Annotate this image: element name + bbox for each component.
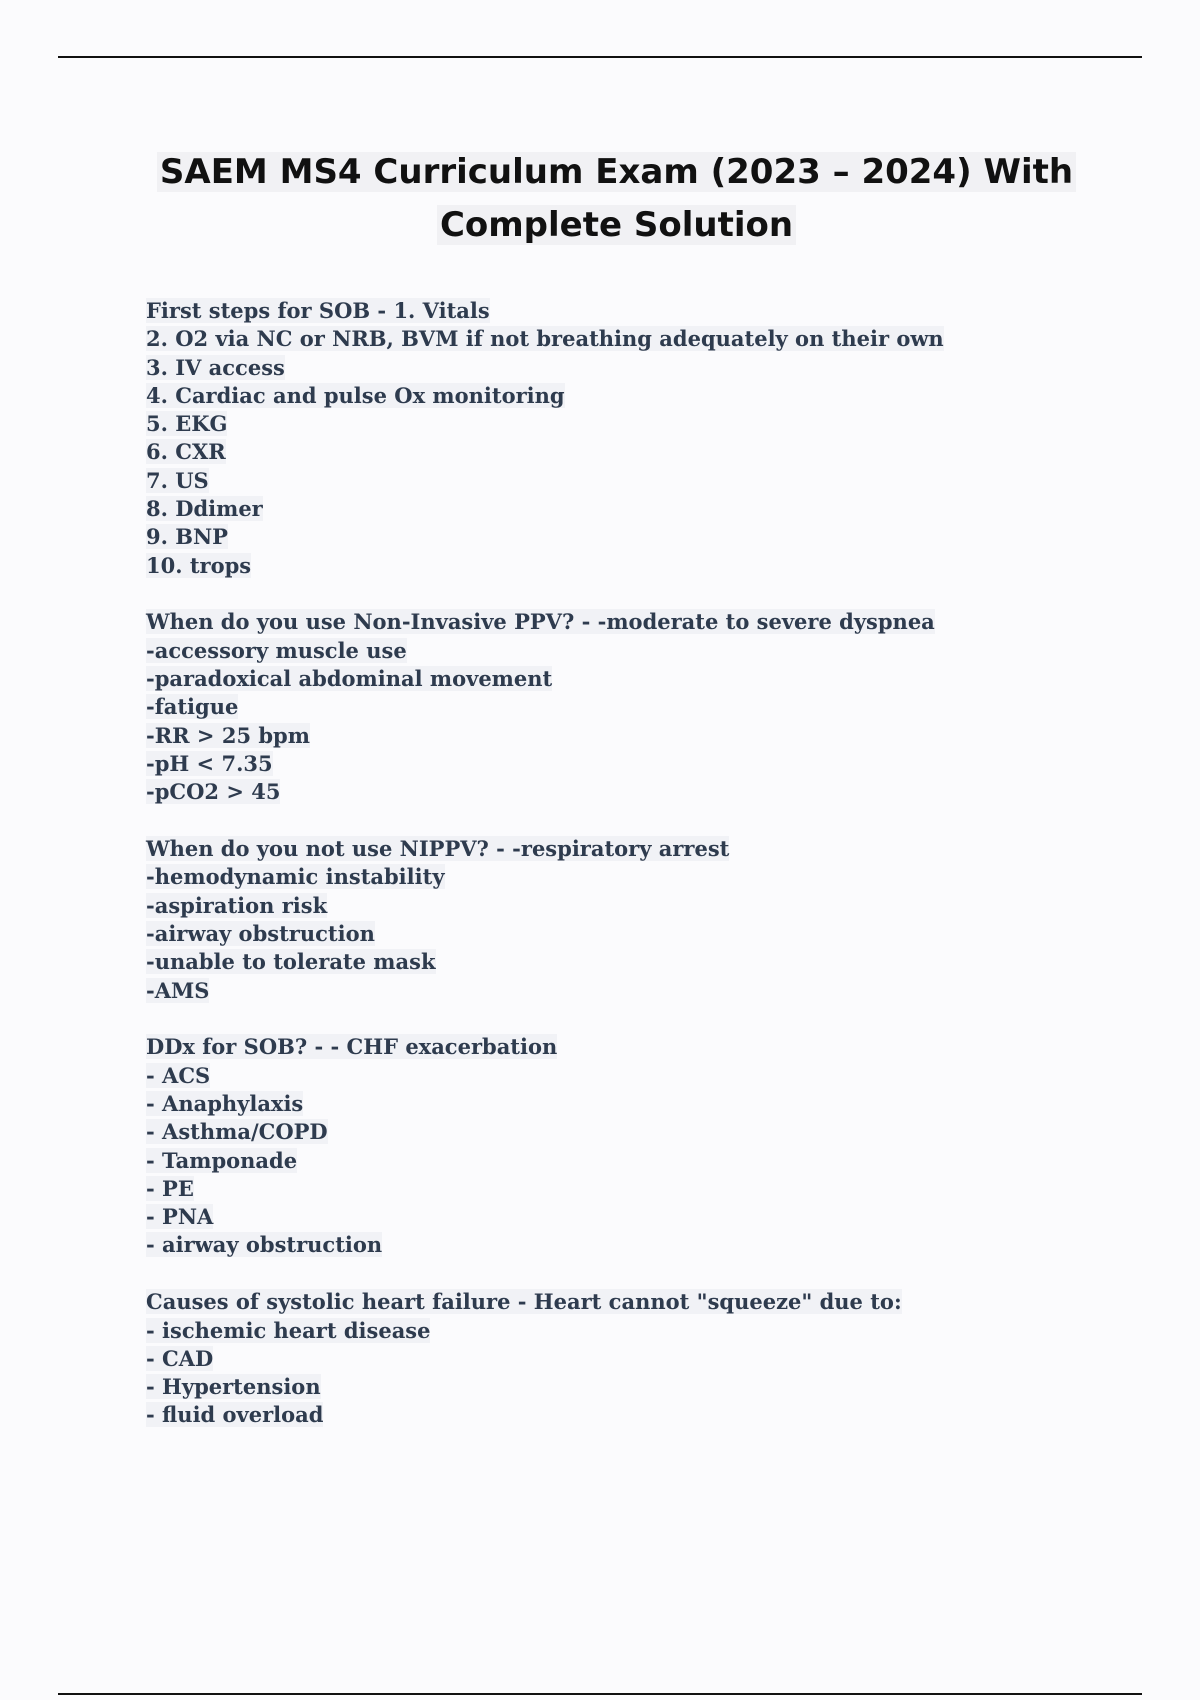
qa-line: - fluid overload xyxy=(146,1402,324,1428)
qa-content xyxy=(146,297,1146,1458)
top-rule xyxy=(58,56,1142,58)
qa-line: -aspiration risk xyxy=(146,892,328,918)
qa-line: - ACS xyxy=(146,1062,211,1088)
title-line-1: SAEM MS4 Curriculum Exam (2023 – 2024) With xyxy=(157,152,1076,192)
qa-line: -AMS xyxy=(146,977,210,1003)
qa-line: -fatigue xyxy=(146,694,239,720)
qa-line: -hemodynamic instability xyxy=(146,864,445,890)
qa-line: - Hypertension xyxy=(146,1374,321,1400)
qa-line: -pCO2 > 45 xyxy=(146,779,281,805)
qa-line: - PNA xyxy=(146,1204,214,1230)
bottom-rule xyxy=(58,1693,1142,1695)
qa-line: 5. EKG xyxy=(146,411,228,437)
qa-line: 10. trops xyxy=(146,552,252,578)
qa-line: When do you not use NIPPV? - -respiratory arrest xyxy=(146,836,730,862)
qa-line: -airway obstruction xyxy=(146,920,375,946)
qa-block-ddx-sob xyxy=(146,1033,1146,1259)
qa-line: - Asthma/COPD xyxy=(146,1119,328,1145)
qa-line: First steps for SOB - 1. Vitals xyxy=(146,298,490,323)
qa-line: -pH < 7.35 xyxy=(146,750,273,776)
qa-line: - CAD xyxy=(146,1345,214,1371)
title-line-2: Complete Solution xyxy=(437,205,796,245)
qa-line: -RR > 25 bpm xyxy=(146,722,310,748)
qa-block-systolic-hf xyxy=(146,1288,1146,1429)
qa-line: -paradoxical abdominal movement xyxy=(146,666,553,692)
qa-line: - ischemic heart disease xyxy=(146,1317,431,1343)
qa-line: DDx for SOB? - - CHF exacerbation xyxy=(146,1034,558,1060)
qa-line: When do you use Non-Invasive PPV? - -moderate to severe dyspnea xyxy=(146,609,935,635)
qa-line: 4. Cardiac and pulse Ox monitoring xyxy=(146,382,565,408)
qa-line: - Anaphylaxis xyxy=(146,1090,304,1116)
qa-block-nippv-use xyxy=(146,608,1146,806)
qa-line: 7. US xyxy=(146,467,209,493)
qa-block-first-steps-sob xyxy=(146,297,1146,580)
qa-line: 2. O2 via NC or NRB, BVM if not breathing adequately on their own xyxy=(146,326,944,352)
qa-line: 8. Ddimer xyxy=(146,496,263,522)
qa-line: - Tamponade xyxy=(146,1147,298,1173)
qa-line: -accessory muscle use xyxy=(146,637,407,663)
qa-line: 9. BNP xyxy=(146,524,228,550)
qa-line: 6. CXR xyxy=(146,439,226,465)
qa-line: -unable to tolerate mask xyxy=(146,949,436,975)
qa-line: - PE xyxy=(146,1175,194,1201)
qa-line: 3. IV access xyxy=(146,354,285,380)
qa-line: - airway obstruction xyxy=(146,1232,383,1258)
page-title xyxy=(100,146,1133,252)
qa-line: Causes of systolic heart failure - Heart cannot "squeeze" due to: xyxy=(146,1289,902,1315)
qa-block-nippv-contraindications xyxy=(146,835,1146,1005)
